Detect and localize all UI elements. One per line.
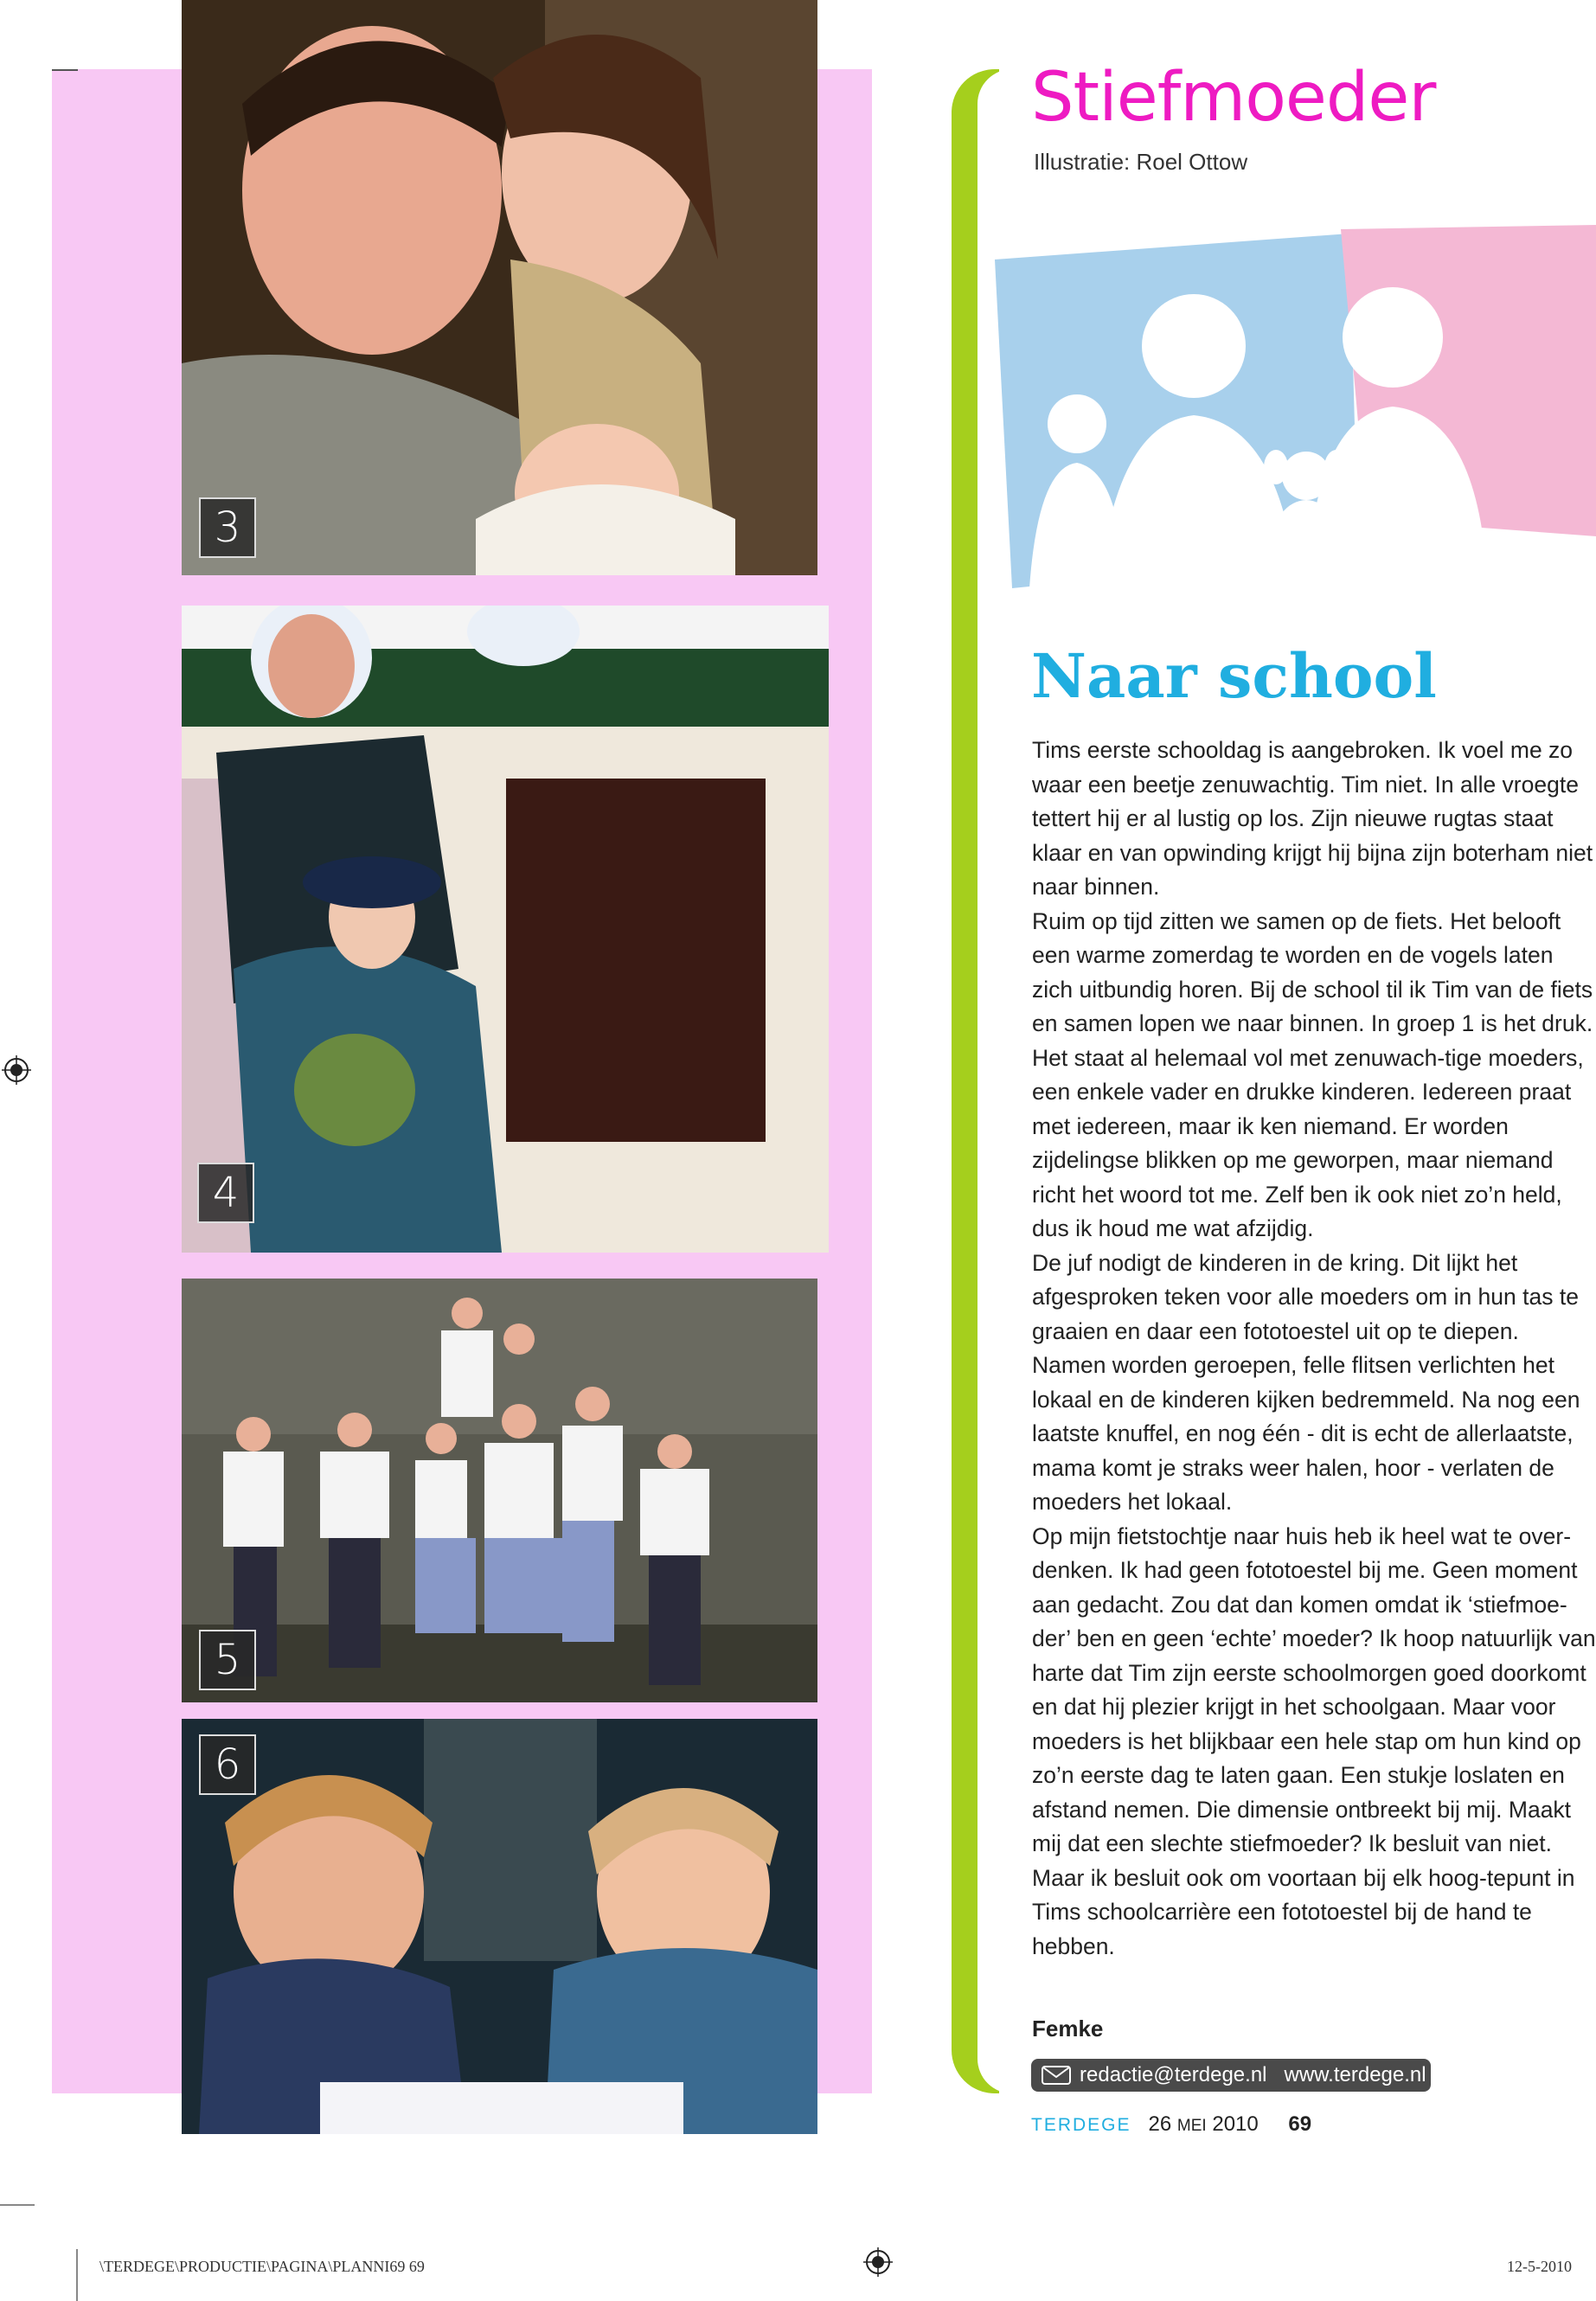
photo-4 (182, 606, 829, 1253)
photo-number-6: 6 (199, 1734, 256, 1795)
magazine-name: TERDEGE (1031, 2115, 1131, 2135)
photo-5 (182, 1279, 817, 1702)
crop-mark-vertical (76, 2249, 78, 2301)
article-body (1032, 734, 1596, 1964)
photo-number-4: 4 (197, 1163, 254, 1223)
stepmother-illustration (995, 225, 1596, 588)
paragraph: Tims eerste schooldag is aangebroken. Ik voel me zo waar een beetje zenuwachtig. Tim niet. In alle vroegte tettert hij er al lustig op los. Zijn nieuwe rugtas staat klaar en van opwinding krijgt hij bijna zijn boterham niet naar binnen. (1032, 737, 1593, 900)
mail-icon (1042, 2066, 1071, 2085)
photo-3 (182, 0, 817, 575)
print-slug-date: 12-5-2010 (1507, 2258, 1572, 2275)
photo-6 (182, 1719, 817, 2134)
issue-year: 2010 (1212, 2112, 1259, 2136)
paragraph: Ruim op tijd zitten we samen op de fiets. Het belooft een warme zomerdag te worden en de vogels laten zich uitbundig horen. Bij de school til ik Tim van de fiets en samen lopen we naar binnen. In groep 1 is het druk. Het staat al helemaal vol met zenuwach-tige moeders, een enkele vader en drukke kinderen. Iedereen praat met iedereen, maar ik ken niemand. Er worden zijdelingse blikken op me geworpen, maar niemand richt het woord tot me. Zelf ben ik ook niet zo’n held, dus ik houd me wat afzijdig. (1032, 907, 1593, 1241)
paragraph: De juf nodigt de kinderen in de kring. Dit lijkt het afgesproken teken voor alle moeders om in hun tas te graaien en daar een fototoestel uit op te diepen. Namen worden geroepen, felle flitsen verlichten het lokaal en de kinderen kijken bedremmeld. Na nog een laatste knuffel, en nog één - dit is echt de allerlaatste, mama komt je straks weer halen, hoor - verlaten de moeders het lokaal. (1032, 1249, 1580, 1515)
crop-mark-top (52, 69, 78, 71)
article-heading: Naar school (1031, 640, 1437, 712)
registration-mark-bottom (863, 2247, 893, 2277)
contact-website[interactable]: www.terdege.nl (1284, 2063, 1426, 2086)
print-slug-path: \TERDEGE\PRODUCTIE\PAGINA\PLANNI69 69 (99, 2258, 425, 2275)
page-footer (1031, 2112, 1311, 2137)
contact-email[interactable]: redactie@terdege.nl (1080, 2063, 1267, 2086)
issue-day: 26 (1148, 2112, 1172, 2136)
paragraph: Op mijn fietstochtje naar huis heb ik heel wat te over-denken. Ik had geen fototoestel bij me. Geen moment aan gedacht. Zou dat dan komen omdat ik ‘stiefmoe-der’ ben en geen ‘echte’ moeder? Ik hoop natuurlijk van harte dat Tim zijn eerste schoolmorgen goed doorkomt en dat hij plezier krijgt in het schoolgaan. Maar voor moeders is het blijkbaar een hele stap om hun kind op zo’n eerste dag te laten gaan. Een stukje loslaten en afstand nemen. Die dimensie ontbreekt bij mij. Maakt mij dat een slechte stiefmoeder? Ik besluit van niet. Maar ik besluit ook om voortaan bij elk hoog-tepunt in Tims schoolcarrière een fototoestel bij de hand te hebben. (1032, 1522, 1596, 1959)
page-title: Stiefmoeder (1031, 59, 1436, 137)
photo-number-5: 5 (199, 1630, 256, 1690)
page-number: 69 (1288, 2112, 1312, 2136)
author-name: Femke (1032, 2016, 1104, 2041)
crop-mark-bottom (0, 2204, 35, 2206)
registration-mark-left (2, 1055, 31, 1085)
illustration-credit: Illustratie: Roel Ottow (1034, 149, 1248, 175)
contact-bar (1031, 2059, 1431, 2092)
issue-month: MEI (1176, 2117, 1207, 2135)
photo-number-3: 3 (199, 497, 256, 558)
